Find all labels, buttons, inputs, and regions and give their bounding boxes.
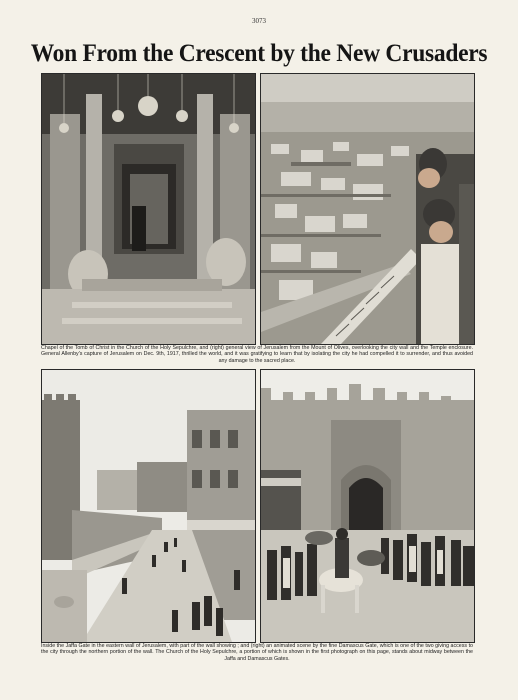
photo-damascus-gate bbox=[260, 369, 475, 643]
photo-tomb-chapel bbox=[41, 73, 256, 345]
page-headline: Won From the Crescent by the New Crusaders bbox=[30, 40, 488, 67]
photo-mount-of-olives-view bbox=[260, 73, 475, 345]
caption-bottom: Inside the Jaffa Gate in the eastern wall of Jerusalem, with part of the wall showing ; and (right) an animated scene by the fine Damascus Gate, which is one of the two giving access to the city through the northern portion of the wall. The Church of the Holy Sepulchre, a portion of which is shown in the first photograph on this page, stands about midway between the Jaffa and Damascus Gates. bbox=[41, 643, 473, 662]
photo-jaffa-gate bbox=[41, 369, 256, 643]
page-number: 3073 bbox=[252, 17, 266, 25]
caption-top: Chapel of the Tomb of Christ in the Church of the Holy Sepulchre, and (right) general view of Jerusalem from the Mount of Olives, overlooking the city wall and the Temple enclosure. General Allenby's capture of Jerusalem on Dec. 9th, 1917, thrilled the world, and it was gratifying to learn that by isolating the city he had compelled it to surrender, and thus avoided any damage to the sacred place. bbox=[41, 345, 473, 364]
